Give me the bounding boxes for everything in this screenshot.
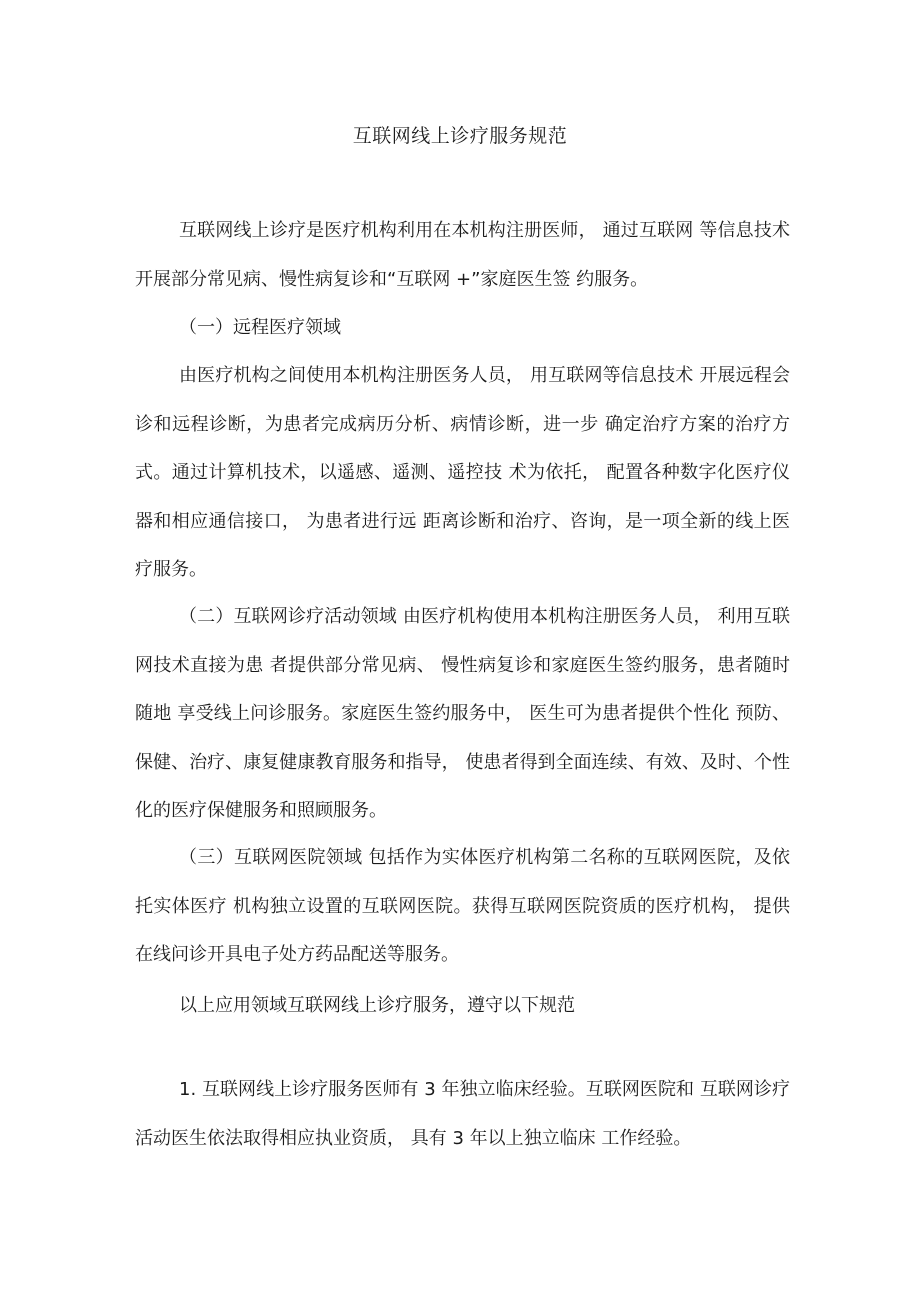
intro-paragraph: 互联网线上诊疗是医疗机构利用在本机构注册医师， 通过互联网 等信息技术开展部分常见病、慢性病复诊和“互联网 +”家庭医生签 约服务。: [135, 220, 790, 290]
document-title: 互联网线上诊疗服务规范: [352, 125, 568, 147]
internet-diagnosis-paragraph: （二）互联网诊疗活动领域 由医疗机构使用本机构注册医务人员， 利用互联网技术直接为患 者提供部分常见病、 慢性病复诊和家庭医生签约服务，患者随时随地 享受线上问诊服务。家庭医生签约服务中， 医生可为患者提供个性化 预防、保健、治疗、康复健康教育服务和指导， 使患者得到全面连续、有效、及时、个性化的医疗保健服务和照顾服务。: [135, 606, 790, 821]
norm-item-1-paragraph: 1. 互联网线上诊疗服务医师有 3 年独立临床经验。互联网医院和 互联网诊疗活动医生依法取得相应执业资质， 具有 3 年以上独立临床 工作经验。: [135, 1079, 790, 1149]
internet-hospital-paragraph: （三）互联网医院领域 包括作为实体医疗机构第二名称的互联网医院，及依托实体医疗 机构独立设置的互联网医院。获得互联网医院资质的医疗机构， 提供 在线问诊开具电子处方药品配送等服务。: [135, 847, 790, 965]
norms-intro-paragraph: 以上应用领域互联网线上诊疗服务，遵守以下规范: [179, 995, 575, 1016]
section-heading-remote-medicine: （一）远程医疗领域: [179, 317, 341, 338]
remote-medicine-paragraph: 由医疗机构之间使用本机构注册医务人员， 用互联网等信息技术 开展远程会诊和远程诊断，为患者完成病历分析、病情诊断，进一步 确定治疗方案的治疗方式。通过计算机技术，以遥感、遥测、遥控技 术为依托， 配置各种数字化医疗仪器和相应通信接口， 为患者进行远 距离诊断和治疗、咨询，是一项全新的线上医疗服务。: [135, 365, 790, 580]
